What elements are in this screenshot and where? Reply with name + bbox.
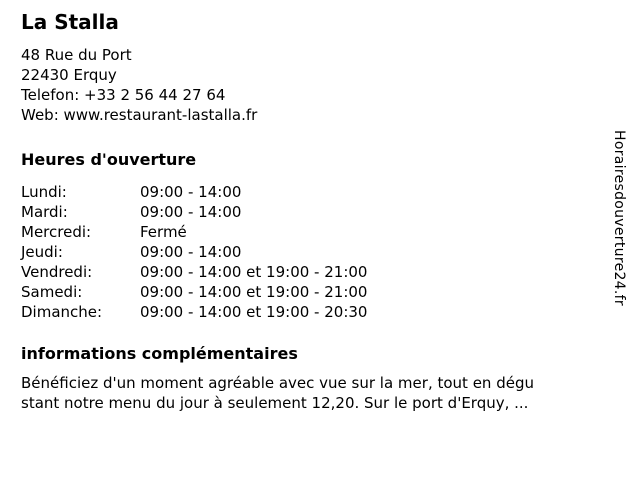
hours-value: 09:00 - 14:00 et 19:00 - 21:00 (140, 263, 368, 281)
additional-info-heading: informations complémentaires (21, 344, 298, 363)
address-city: 22430 Erquy (21, 66, 117, 84)
hours-value: 09:00 - 14:00 (140, 203, 242, 221)
opening-hours-table (21, 182, 621, 322)
day-label: Vendredi: (21, 263, 93, 281)
day-label: Mercredi: (21, 223, 92, 241)
hours-value: Fermé (140, 223, 187, 241)
table-row (21, 202, 621, 222)
info-text-line: Bénéficiez d'un moment agréable avec vue sur la mer, tout en dégu (21, 374, 534, 392)
hours-value: 09:00 - 14:00 (140, 243, 242, 261)
hours-value: 09:00 - 14:00 et 19:00 - 20:30 (140, 303, 368, 321)
website-line: Web: www.restaurant-lastalla.fr (21, 106, 258, 124)
main-content (21, 0, 621, 413)
page-title: La Stalla (21, 10, 119, 34)
day-label: Lundi: (21, 183, 67, 201)
table-row (21, 262, 621, 282)
site-watermark: Horairesdouverture24.fr (611, 130, 627, 306)
opening-hours-heading: Heures d'ouverture (21, 150, 197, 169)
table-row (21, 302, 621, 322)
table-row (21, 282, 621, 302)
address-street: 48 Rue du Port (21, 46, 132, 64)
info-text-line: stant notre menu du jour à seulement 12,20. Sur le port d'Erquy, ... (21, 394, 529, 412)
hours-value: 09:00 - 14:00 et 19:00 - 21:00 (140, 283, 368, 301)
phone-line: Telefon: +33 2 56 44 27 64 (21, 86, 226, 104)
table-row (21, 222, 621, 242)
hours-value: 09:00 - 14:00 (140, 183, 242, 201)
day-label: Mardi: (21, 203, 68, 221)
address-block (21, 45, 621, 125)
table-row (21, 182, 621, 202)
additional-info-text (21, 373, 621, 413)
table-row (21, 242, 621, 262)
day-label: Jeudi: (21, 243, 63, 261)
day-label: Dimanche: (21, 303, 103, 321)
day-label: Samedi: (21, 283, 83, 301)
